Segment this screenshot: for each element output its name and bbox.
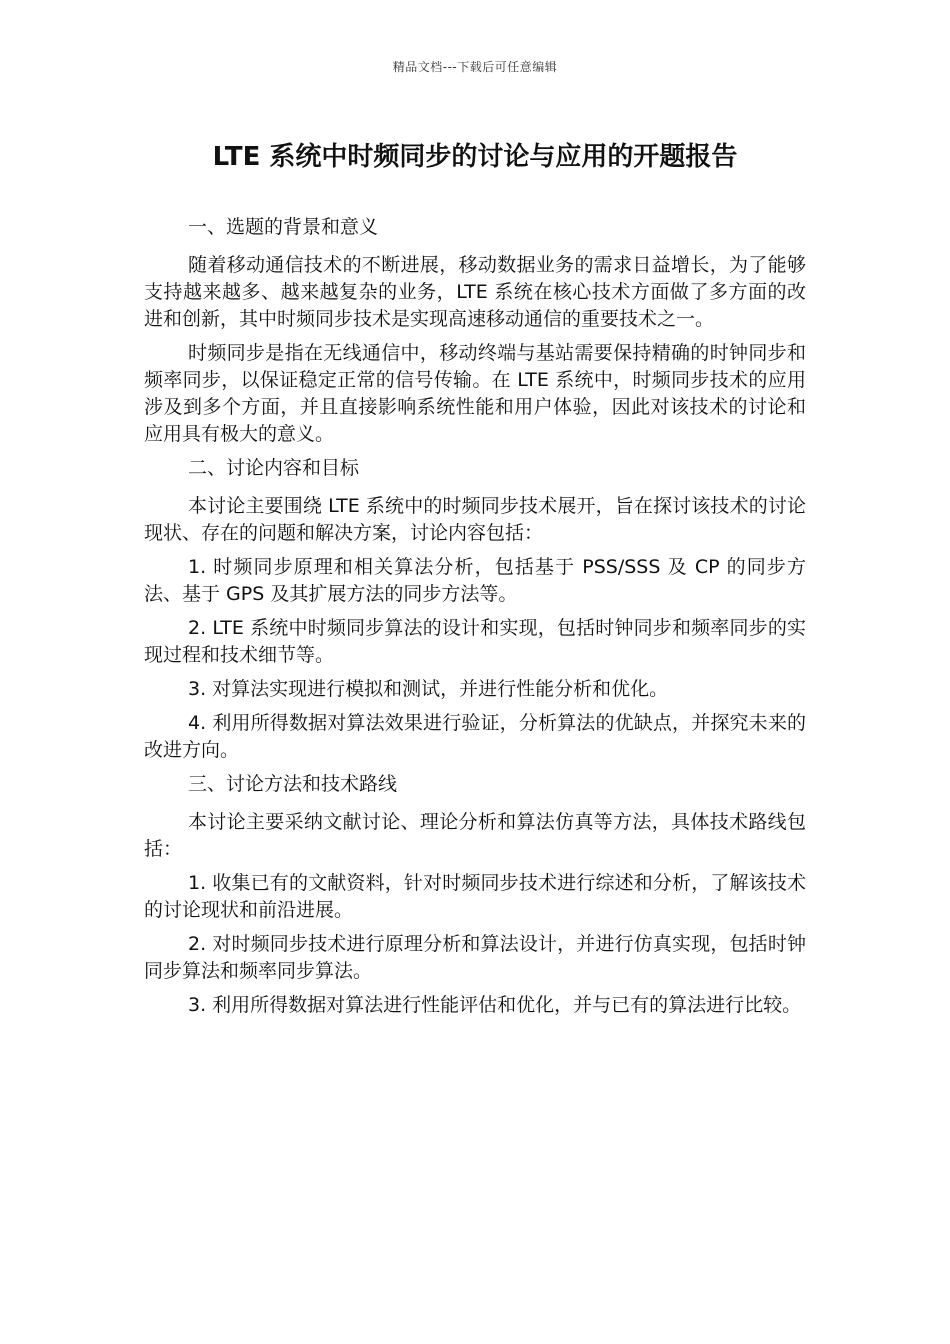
paragraph-background-2: 时频同步是指在无线通信中，移动终端与基站需要保持精确的时钟同步和频率同步，以保证稳定正常的信号传输。在 LTE 系统中，时频同步技术的应用涉及到多个方面，并且直接影响系统性能和用户体验，因此对该技术的讨论和应用具有极大的意义。 — [144, 342, 806, 445]
header-note: 精品文档---下载后可任意编辑 — [392, 60, 558, 74]
document-body — [144, 214, 806, 1026]
list-item-methods-2: 2. 对时频同步技术进行原理分析和算法设计，并进行仿真实现，包括时钟同步算法和频率同步算法。 — [144, 933, 806, 982]
list-item-methods-1: 1. 收集已有的文献资料，针对时频同步技术进行综述和分析，了解该技术的讨论现状和前沿进展。 — [144, 872, 806, 921]
paragraph-background-1: 随着移动通信技术的不断进展，移动数据业务的需求日益增长，为了能够支持越来越多、越来越复杂的业务，LTE 系统在核心技术方面做了多方面的改进和创新，其中时频同步技术是实现高速移动通信的重要技术之一。 — [144, 254, 806, 330]
list-item-methods-3: 3. 利用所得数据对算法进行性能评估和优化，并与已有的算法进行比较。 — [188, 994, 802, 1016]
list-item-content-1: 1. 时频同步原理和相关算法分析，包括基于 PSS/SSS 及 CP 的同步方法、基于 GPS 及其扩展方法的同步方法等。 — [144, 556, 806, 605]
paragraph-methods-intro: 本讨论主要采纳文献讨论、理论分析和算法仿真等方法，具体技术路线包括： — [144, 811, 806, 860]
list-item-content-3: 3. 对算法实现进行模拟和测试，并进行性能分析和优化。 — [188, 678, 669, 700]
section-heading-background: 一、选题的背景和意义 — [188, 216, 379, 238]
list-item-content-2: 2. LTE 系统中时频同步算法的设计和实现，包括时钟同步和频率同步的实现过程和技术细节等。 — [144, 617, 806, 666]
document-title: LTE 系统中时频同步的讨论与应用的开题报告 — [212, 142, 738, 172]
paragraph-content-intro: 本讨论主要围绕 LTE 系统中的时频同步技术展开，旨在探讨该技术的讨论现状、存在的问题和解决方案，讨论内容包括： — [144, 495, 806, 544]
list-item-content-4: 4. 利用所得数据对算法效果进行验证，分析算法的优缺点，并探究未来的改进方向。 — [144, 712, 806, 761]
section-heading-content: 二、讨论内容和目标 — [188, 457, 360, 479]
section-heading-methods: 三、讨论方法和技术路线 — [188, 773, 398, 795]
